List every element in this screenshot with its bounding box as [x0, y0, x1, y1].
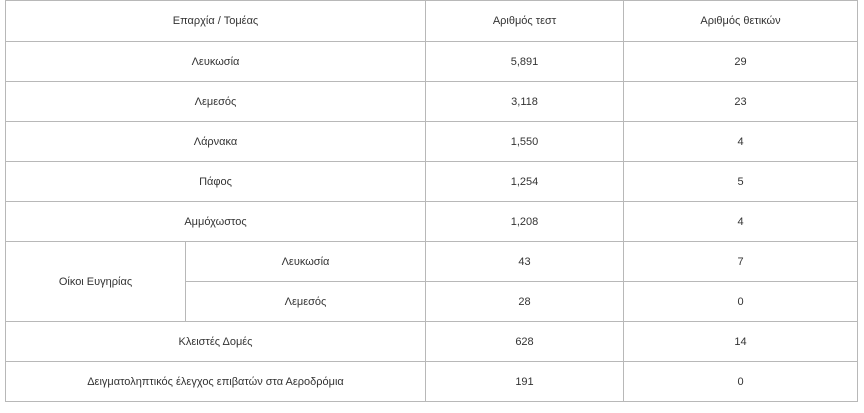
row-positives: 4 [624, 202, 858, 242]
row-tests: 1,550 [426, 122, 624, 162]
row-tests: 43 [426, 242, 624, 282]
row-positives: 5 [624, 162, 858, 202]
row-positives: 23 [624, 82, 858, 122]
row-region: Λεμεσός [6, 82, 426, 122]
table-row [6, 362, 858, 402]
row-region: Κλειστές Δομές [6, 322, 426, 362]
tests-table [5, 0, 858, 402]
group-label: Οίκοι Ευγηρίας [6, 242, 186, 322]
row-positives: 29 [624, 42, 858, 82]
row-tests: 5,891 [426, 42, 624, 82]
row-positives: 0 [624, 282, 858, 322]
row-tests: 1,254 [426, 162, 624, 202]
header-positives: Αριθμός θετικών [624, 1, 858, 42]
row-positives: 14 [624, 322, 858, 362]
row-region: Λάρνακα [6, 122, 426, 162]
table-row [6, 162, 858, 202]
table-row [6, 122, 858, 162]
header-region: Επαρχία / Τομέας [6, 1, 426, 42]
table-row [6, 242, 858, 282]
row-region: Δειγματοληπτικός έλεγχος επιβατών στα Αεροδρόμια [6, 362, 426, 402]
header-tests: Αριθμός τεστ [426, 1, 624, 42]
row-tests: 191 [426, 362, 624, 402]
subrow-region: Λευκωσία [186, 242, 426, 282]
row-tests: 1,208 [426, 202, 624, 242]
table-row [6, 82, 858, 122]
row-region: Αμμόχωστος [6, 202, 426, 242]
table-row [6, 42, 858, 82]
table-row [6, 322, 858, 362]
table-header-row [6, 1, 858, 42]
row-region: Πάφος [6, 162, 426, 202]
row-tests: 3,118 [426, 82, 624, 122]
row-positives: 4 [624, 122, 858, 162]
row-region: Λευκωσία [6, 42, 426, 82]
subrow-region: Λεμεσός [186, 282, 426, 322]
row-tests: 628 [426, 322, 624, 362]
row-tests: 28 [426, 282, 624, 322]
row-positives: 7 [624, 242, 858, 282]
table-row [6, 202, 858, 242]
row-positives: 0 [624, 362, 858, 402]
